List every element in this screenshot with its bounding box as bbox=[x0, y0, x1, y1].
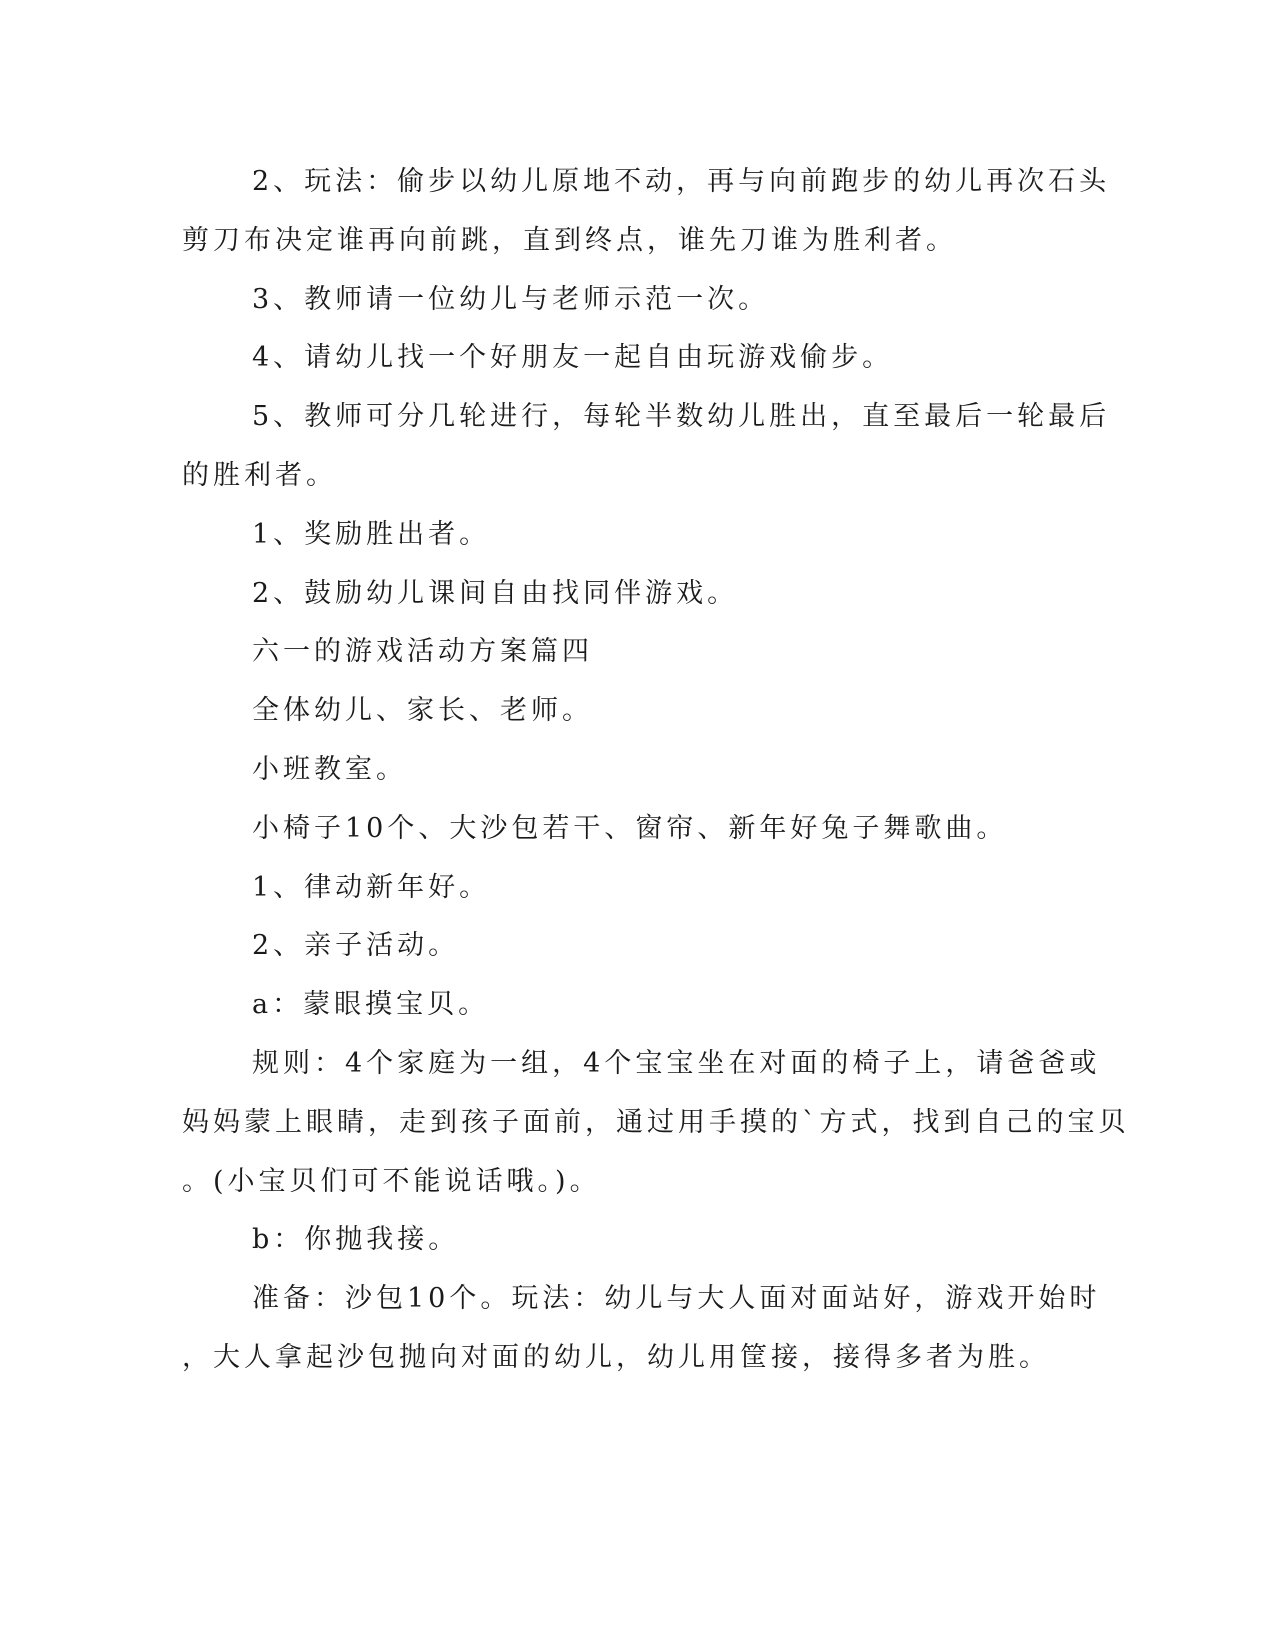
paragraph-line: 妈妈蒙上眼睛，走到孩子面前，通过用手摸的`方式，找到自己的宝贝 bbox=[182, 1106, 1130, 1138]
paragraph-line: 全体幼儿、家长、老师。 bbox=[252, 695, 593, 727]
paragraph-line: 1、律动新年好。 bbox=[252, 871, 491, 903]
paragraph-line: 5、教师可分几轮进行，每轮半数幼儿胜出，直至最后一轮最后 bbox=[252, 401, 1111, 433]
paragraph-line: 1、奖励胜出者。 bbox=[252, 518, 491, 550]
paragraph-line: 准备：沙包10个。玩法：幼儿与大人面对面站好，游戏开始时 bbox=[252, 1283, 1101, 1315]
paragraph-line: 规则：4个家庭为一组，4个宝宝坐在对面的椅子上，请爸爸或 bbox=[252, 1047, 1101, 1079]
paragraph-line: 小椅子10个、大沙包若干、窗帘、新年好兔子舞歌曲。 bbox=[252, 812, 1008, 844]
paragraph-line: 剪刀布决定谁再向前跳，直到终点，谁先刀谁为胜利者。 bbox=[182, 224, 957, 256]
paragraph-line: 。(小宝贝们可不能说话哦。)。 bbox=[182, 1165, 601, 1197]
paragraph-line: 3、教师请一位幼儿与老师示范一次。 bbox=[252, 283, 770, 315]
paragraph-line: 2、玩法：偷步以幼儿原地不动，再与向前跑步的幼儿再次石头 bbox=[252, 166, 1111, 197]
paragraph-line: 小班教室。 bbox=[252, 753, 407, 785]
section-heading: 六一的游戏活动方案篇四 bbox=[252, 636, 593, 668]
paragraph-line: b：你抛我接。 bbox=[252, 1224, 460, 1256]
paragraph-line: a：蒙眼摸宝贝。 bbox=[252, 989, 490, 1021]
paragraph-line: ，大人拿起沙包抛向对面的幼儿，幼儿用筐接，接得多者为胜。 bbox=[182, 1341, 1050, 1373]
paragraph-line: 4、请幼儿找一个好朋友一起自由玩游戏偷步。 bbox=[252, 342, 894, 374]
paragraph-line: 2、亲子活动。 bbox=[252, 930, 460, 962]
paragraph-line: 的胜利者。 bbox=[182, 459, 337, 491]
document-body bbox=[182, 153, 1130, 1388]
paragraph-line: 2、鼓励幼儿课间自由找同伴游戏。 bbox=[252, 577, 739, 609]
